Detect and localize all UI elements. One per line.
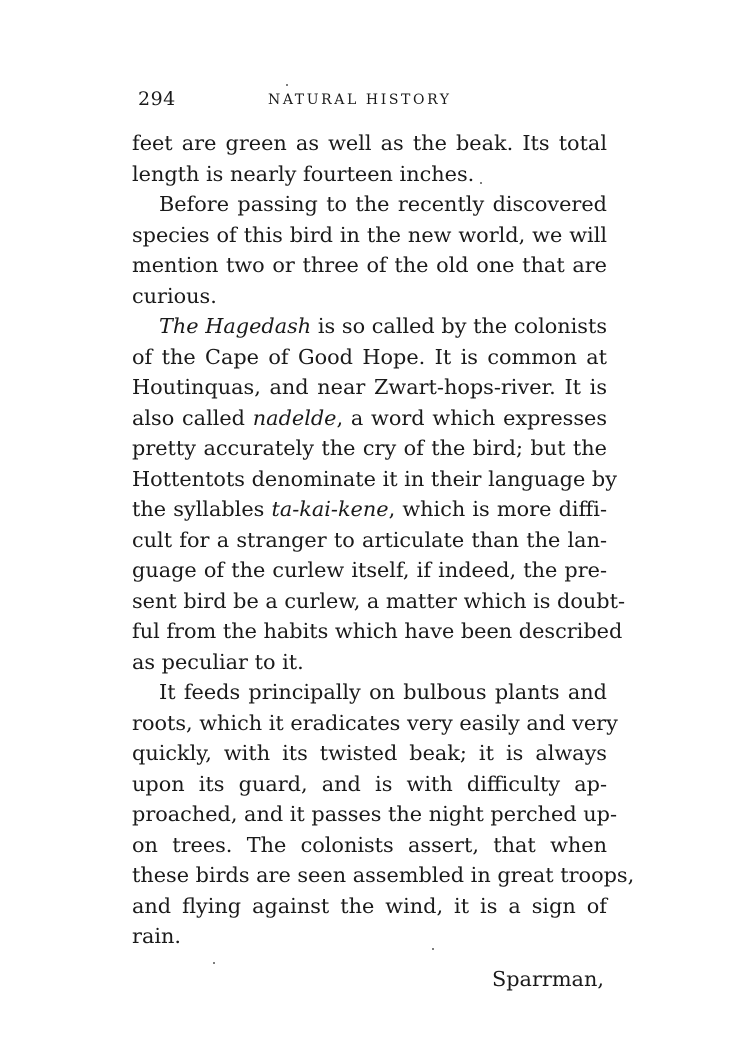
text-line: also called nadelde, a word which expresses	[132, 405, 607, 430]
body-text	[132, 128, 635, 952]
text-line: these birds are seen assembled in great troops,	[132, 863, 635, 887]
text-line: Before passing to the recently discovered	[159, 192, 607, 216]
text-line: It feeds principally on bulbous plants and	[159, 680, 607, 704]
text-line: of the Cape of Good Hope. It is common at	[132, 344, 607, 369]
text-line: pretty accurately the cry of the bird; but the	[132, 436, 607, 460]
running-title: NATURAL HISTORY	[268, 92, 452, 108]
italic-term: nadelde	[252, 405, 337, 430]
text-line: and flying against the wind, it is a sign of	[132, 893, 607, 918]
print-speck	[213, 962, 215, 964]
text-line: sent bird be a curlew, a matter which is doubt-	[132, 588, 625, 613]
text-line: The Hagedash is so called by the colonists	[159, 314, 607, 338]
print-speck	[480, 182, 482, 184]
italic-term: ta-kai-kene	[271, 497, 389, 521]
print-speck	[286, 84, 288, 86]
text-line: proached, and it passes the night perched up-	[132, 802, 618, 826]
print-speck	[432, 948, 434, 950]
text-line: the syllables ta-kai-kene, which is more diffi-	[132, 497, 607, 521]
text-line: roots, which it eradicates very easily and very	[132, 710, 618, 735]
text-line: as peculiar to it.	[132, 649, 304, 674]
running-head	[133, 88, 603, 118]
text-line: mention two or three of the old one that are	[132, 253, 607, 277]
text-line: feet are green as well as the beak. Its total	[132, 131, 607, 155]
text-line: Houtinquas, and near Zwart-hops-river. It is	[132, 375, 607, 399]
text-line: rain.	[132, 924, 181, 948]
text-line: guage of the curlew itself, if indeed, the pre-	[132, 558, 607, 582]
italic-term: The Hagedash	[159, 314, 312, 338]
text-line: on trees. The colonists assert, that when	[132, 832, 607, 857]
catchword: Sparrman,	[492, 967, 604, 991]
text-line: Hottentots denominate it in their language by	[132, 466, 617, 491]
text-line: species of this bird in the new world, we will	[132, 222, 607, 247]
text-line: curious.	[132, 283, 217, 308]
text-line: ful from the habits which have been described	[132, 619, 623, 643]
text-line: upon its guard, and is with difficulty ap-	[132, 771, 607, 796]
text-line: cult for a stranger to articulate than the lan-	[132, 527, 607, 552]
text-line: quickly, with its twisted beak; it is always	[132, 741, 607, 765]
page-number: 294	[138, 88, 176, 110]
text-line: length is nearly fourteen inches.	[132, 161, 475, 186]
